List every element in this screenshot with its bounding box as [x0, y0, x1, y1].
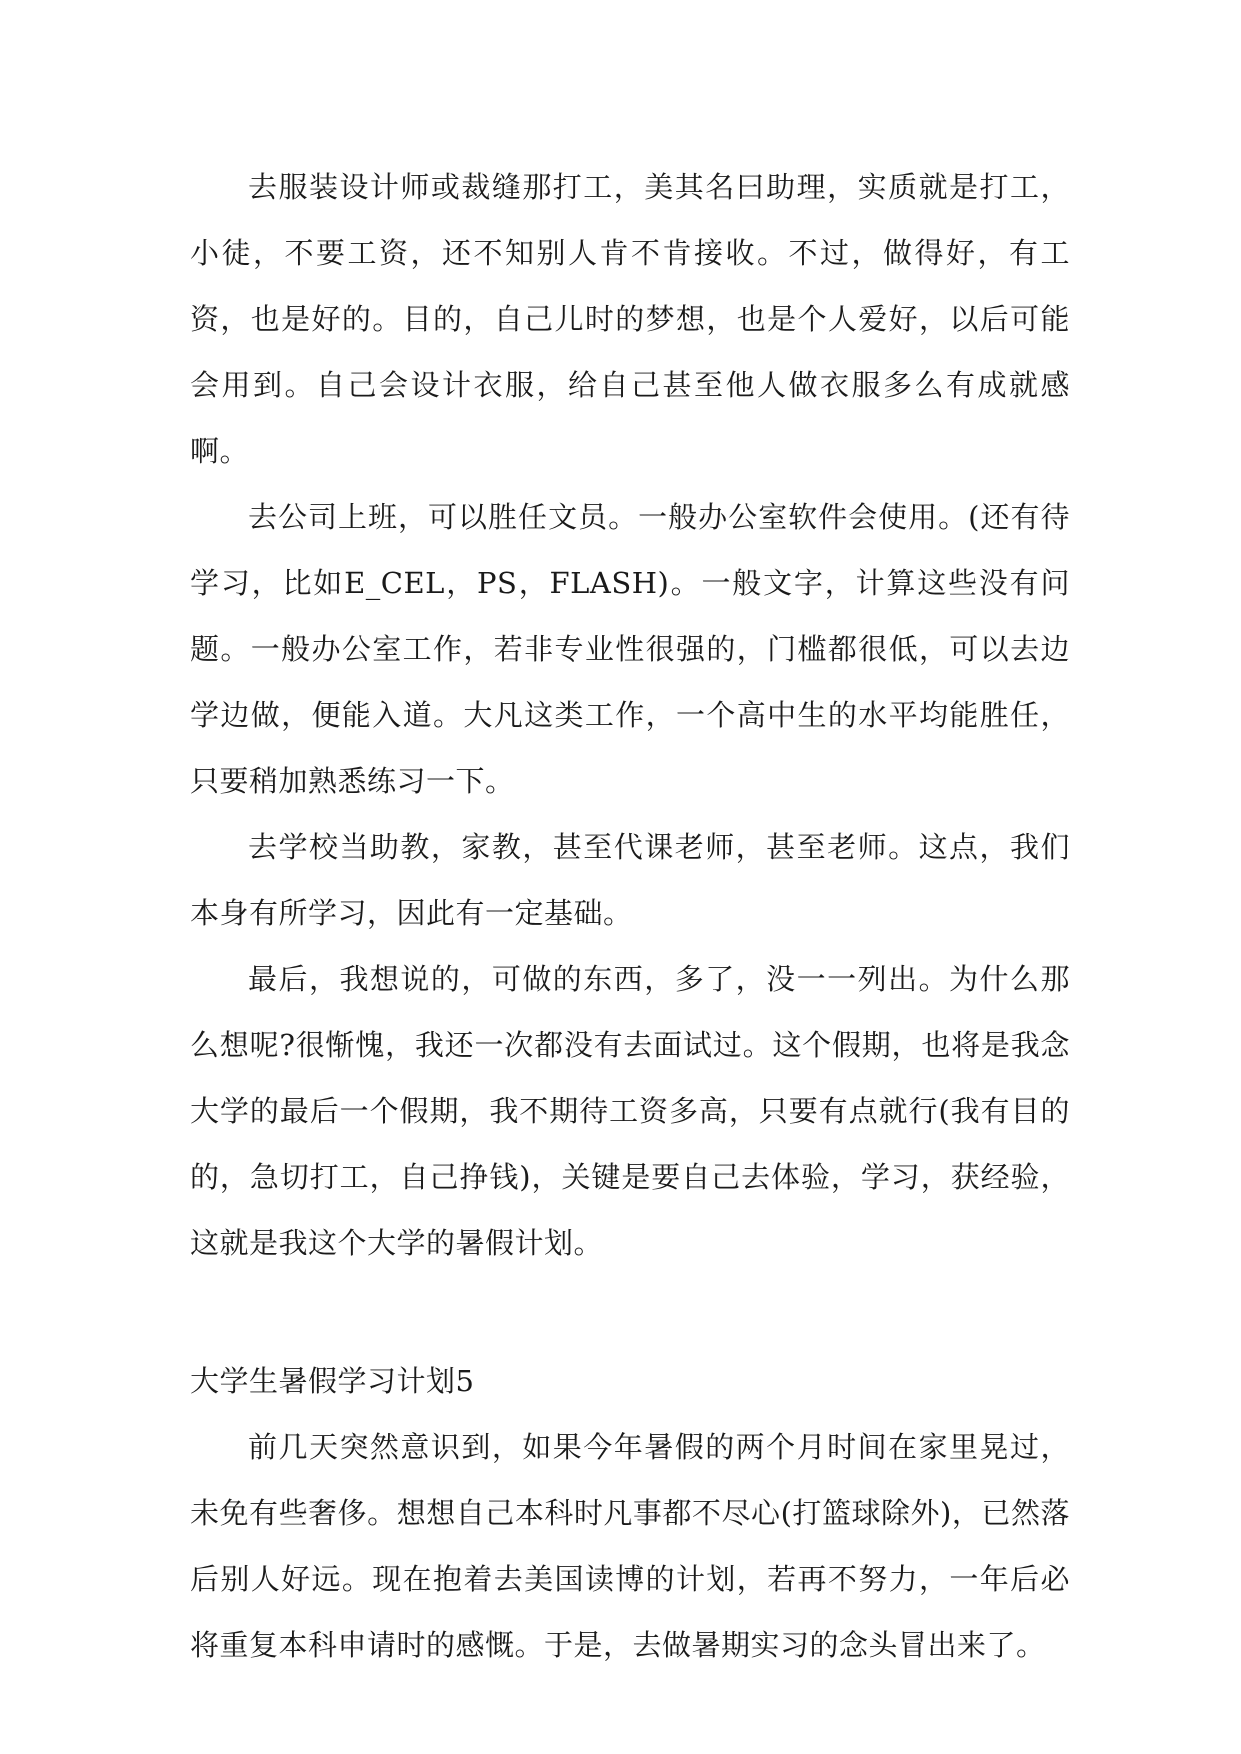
paragraph-tailor-job: 去服装设计师或裁缝那打工，美其名曰助理，实质就是打工，小徒，不要工资，还不知别人肯不肯接收。不过，做得好，有工资，也是好的。目的，自己儿时的梦想，也是个人爱好，以后可能会用到。自己会设计衣服，给自己甚至他人做衣服多么有成就感啊。 [190, 170, 1070, 468]
section-heading: 大学生暑假学习计划5 [190, 1364, 475, 1398]
document-body [190, 154, 1070, 1678]
paragraph-conclusion: 最后，我想说的，可做的东西，多了，没一一列出。为什么那么想呢?很惭愧，我还一次都没有去面试过。这个假期，也将是我念大学的最后一个假期，我不期待工资多高，只要有点就行(我有目的的，急切打工，自己挣钱)，关键是要自己去体验，学习，获经验，这就是我这个大学的暑假计划。 [190, 962, 1070, 1260]
paragraph-teaching-job: 去学校当助教，家教，甚至代课老师，甚至老师。这点，我们本身有所学习，因此有一定基础。 [190, 830, 1070, 930]
paragraph-office-job: 去公司上班，可以胜任文员。一般办公室软件会使用。(还有待学习，比如E_CEL，PS，FLASH)。一般文字，计算这些没有问题。一般办公室工作，若非专业性很强的，门槛都很低，可以去边学边做，便能入道。大凡这类工作，一个高中生的水平均能胜任，只要稍加熟悉练习一下。 [190, 500, 1070, 798]
paragraph-internship-intro: 前几天突然意识到，如果今年暑假的两个月时间在家里晃过，未免有些奢侈。想想自己本科时凡事都不尽心(打篮球除外)，已然落后别人好远。现在抱着去美国读博的计划，若再不努力，一年后必将重复本科申请时的感慨。于是，去做暑期实习的念头冒出来了。 [190, 1430, 1070, 1662]
